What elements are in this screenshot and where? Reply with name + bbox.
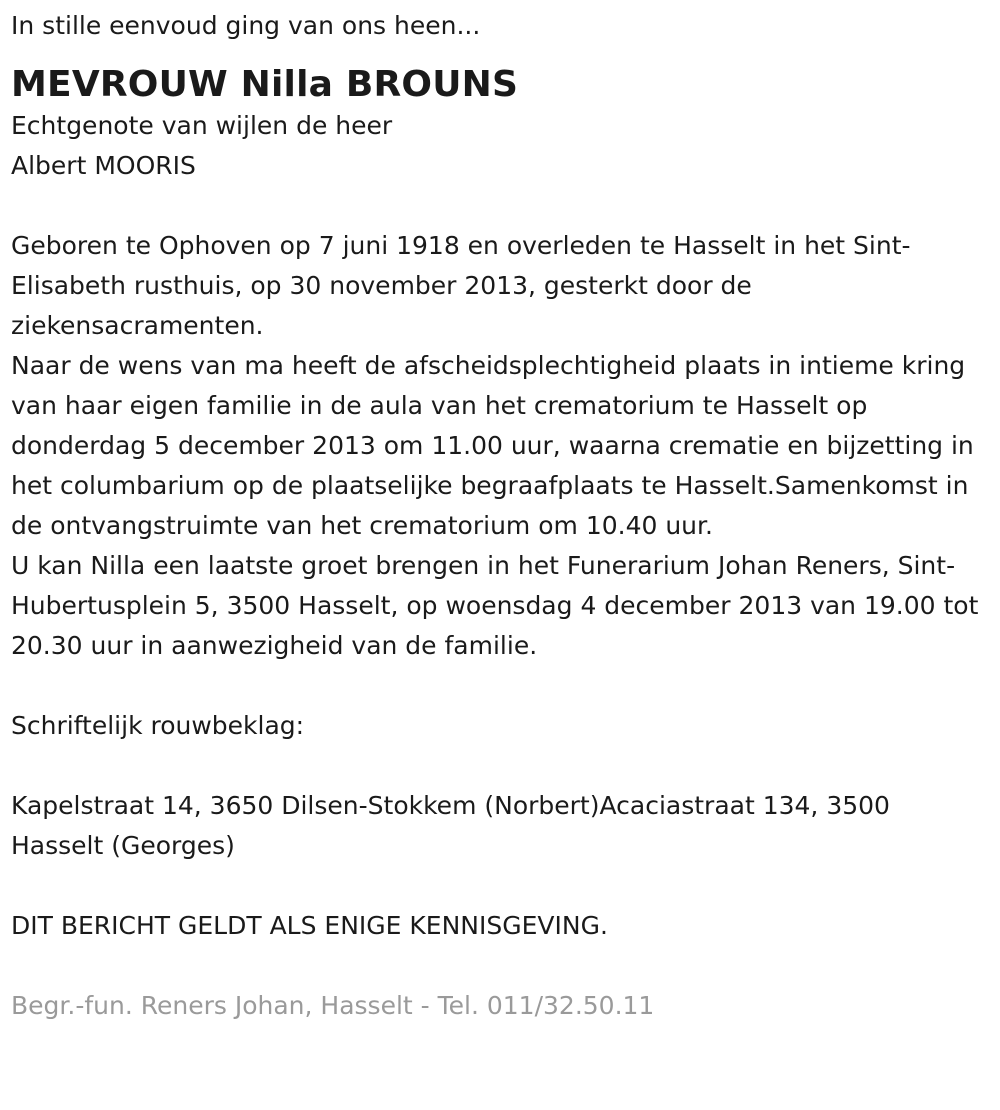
death-notice (11, 6, 986, 1026)
funeral-director-footer: Begr.-fun. Reners Johan, Hasselt - Tel. 011/32.50.11 (11, 991, 655, 1020)
intro-line: In stille eenvoud ging van ons heen... (11, 11, 481, 40)
spacer (11, 186, 986, 226)
spouse-line-1: Echtgenote van wijlen de heer (11, 111, 393, 140)
condolence-addresses: Kapelstraat 14, 3650 Dilsen-Stokkem (Norbert)Acaciastraat 134, 3500 Hasselt (Georges) (11, 791, 890, 860)
visitation-paragraph: U kan Nilla een laatste groet brengen in het Funerarium Johan Reners, Sint-Hubertusplein 5, 3500 Hasselt, op woensdag 4 december 2013 van 19.00 tot 20.30 uur in aanwezigheid van de familie. (11, 551, 979, 660)
spacer (11, 666, 986, 706)
ceremony-paragraph: Naar de wens van ma heeft de afscheidsplechtigheid plaats in intieme kring van haar eigen familie in de aula van het crematorium te Hasselt op donderdag 5 december 2013 om 11.00 uur, waarna crematie en bijzetting in het columbarium op de plaatselijke begraafplaats te Hasselt.Samenkomst in de ontvangstruimte van het crematorium om 10.40 uur. (11, 351, 974, 540)
spacer (11, 746, 986, 786)
closing-statement: DIT BERICHT GELDT ALS ENIGE KENNISGEVING. (11, 911, 608, 940)
birth-death-paragraph: Geboren te Ophoven op 7 juni 1918 en overleden te Hasselt in het Sint-Elisabeth rusthuis, op 30 november 2013, gesterkt door de ziekensacramenten. (11, 231, 911, 340)
spacer (11, 866, 986, 906)
spouse-line-2: Albert MOORIS (11, 151, 196, 180)
spacer (11, 946, 986, 986)
deceased-name: MEVROUW Nilla BROUNS (11, 64, 519, 105)
condolence-heading: Schriftelijk rouwbeklag: (11, 711, 305, 740)
